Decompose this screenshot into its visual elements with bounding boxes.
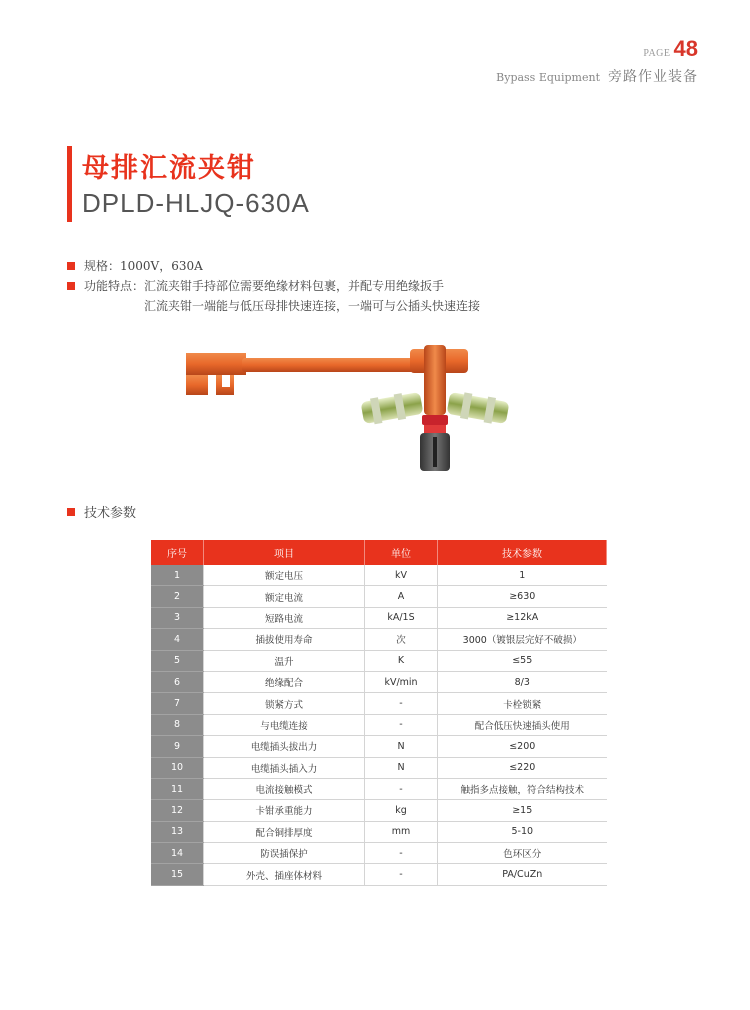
bullet-icon	[67, 508, 75, 516]
right-plug	[447, 392, 510, 424]
row-item: 与电缆连接	[204, 714, 365, 735]
row-index: 2	[151, 586, 204, 607]
page-number-block	[643, 36, 698, 62]
row-unit: -	[365, 864, 438, 885]
row-item: 配合铜排厚度	[204, 821, 365, 842]
col-header-index: 序号	[151, 540, 204, 565]
table-row	[151, 736, 607, 757]
row-index: 9	[151, 736, 204, 757]
table-row	[151, 650, 607, 671]
row-value: 8/3	[438, 671, 607, 692]
row-item: 锁紧方式	[204, 693, 365, 714]
row-unit: mm	[365, 821, 438, 842]
params-heading	[67, 502, 136, 521]
row-unit: kV/min	[365, 671, 438, 692]
table-row	[151, 864, 607, 885]
row-value: 配合低压快速插头使用	[438, 714, 607, 735]
product-title: 母排汇流夹钳	[82, 153, 256, 184]
table-row	[151, 629, 607, 650]
row-item: 电缆插头拔出力	[204, 736, 365, 757]
row-unit: 次	[365, 629, 438, 650]
table-row	[151, 671, 607, 692]
row-value: PA/CuZn	[438, 864, 607, 885]
row-unit: -	[365, 714, 438, 735]
section-title-en: Bypass Equipment	[496, 71, 600, 84]
row-value: 5-10	[438, 821, 607, 842]
row-item: 电流接触模式	[204, 778, 365, 799]
row-index: 6	[151, 671, 204, 692]
row-item: 绝缘配合	[204, 671, 365, 692]
spec-item	[67, 256, 480, 276]
spec-text: 规格：1000V，630A	[84, 259, 203, 273]
table-row	[151, 778, 607, 799]
col-header-item: 项目	[204, 540, 365, 565]
row-index: 14	[151, 843, 204, 864]
row-unit: -	[365, 778, 438, 799]
row-value: 1	[438, 565, 607, 586]
product-model: DPLD-HLJQ-630A	[82, 188, 310, 218]
row-item: 防误插保护	[204, 843, 365, 864]
table-row	[151, 757, 607, 778]
row-index: 11	[151, 778, 204, 799]
busbar-clamp-image	[186, 335, 516, 475]
tech-params-table	[151, 540, 607, 886]
table-row	[151, 800, 607, 821]
row-index: 8	[151, 714, 204, 735]
row-unit: -	[365, 693, 438, 714]
clamp-jaw	[186, 353, 246, 395]
table-row	[151, 565, 607, 586]
col-header-value: 技术参数	[438, 540, 607, 565]
table-row	[151, 693, 607, 714]
bullet-icon	[67, 262, 75, 270]
section-title-cn: 旁路作业装备	[608, 69, 698, 85]
feature-text-2: 汇流夹钳一端能与低压母排快速连接，一端可与公插头快速连接	[144, 299, 481, 313]
row-index: 5	[151, 650, 204, 671]
row-value: ≥12kA	[438, 607, 607, 628]
row-unit: kA/1S	[365, 607, 438, 628]
row-index: 15	[151, 864, 204, 885]
feature-text-1: 功能特点：汇流夹钳手持部位需要绝缘材料包裹，并配专用绝缘扳手	[84, 279, 445, 293]
row-item: 插拔使用寿命	[204, 629, 365, 650]
row-value: ≤220	[438, 757, 607, 778]
section-header	[496, 66, 698, 86]
row-value: 卡栓锁紧	[438, 693, 607, 714]
row-item: 温升	[204, 650, 365, 671]
row-index: 12	[151, 800, 204, 821]
row-item: 额定电流	[204, 586, 365, 607]
row-index: 7	[151, 693, 204, 714]
spec-list	[67, 256, 480, 316]
clamp-handle	[242, 358, 432, 372]
row-value: 3000（镀银层完好不破损）	[438, 629, 607, 650]
row-value: ≥15	[438, 800, 607, 821]
row-value: ≥630	[438, 586, 607, 607]
title-accent-bar	[67, 146, 72, 222]
row-index: 4	[151, 629, 204, 650]
table-row	[151, 586, 607, 607]
params-heading-text: 技术参数	[84, 506, 137, 521]
table-row	[151, 607, 607, 628]
table-row	[151, 821, 607, 842]
row-unit: A	[365, 586, 438, 607]
row-unit: -	[365, 843, 438, 864]
bottom-plug	[420, 415, 450, 471]
bullet-icon	[67, 282, 75, 290]
row-unit: kg	[365, 800, 438, 821]
table-header-row	[151, 540, 607, 565]
row-unit: N	[365, 736, 438, 757]
left-plug	[361, 392, 424, 424]
row-item: 外壳、插座体材料	[204, 864, 365, 885]
row-index: 13	[151, 821, 204, 842]
row-unit: N	[365, 757, 438, 778]
row-item: 短路电流	[204, 607, 365, 628]
row-value: ≤200	[438, 736, 607, 757]
page-label: PAGE	[643, 48, 671, 59]
table-row	[151, 714, 607, 735]
row-item: 卡钳承重能力	[204, 800, 365, 821]
row-index: 3	[151, 607, 204, 628]
feature-item	[67, 276, 480, 296]
row-unit: kV	[365, 565, 438, 586]
row-unit: K	[365, 650, 438, 671]
row-value: ≤55	[438, 650, 607, 671]
row-item: 额定电压	[204, 565, 365, 586]
row-value: 色环区分	[438, 843, 607, 864]
page-number: 48	[673, 36, 698, 61]
row-item: 电缆插头插入力	[204, 757, 365, 778]
col-header-unit: 单位	[365, 540, 438, 565]
row-value: 触指多点接触，符合结构技术	[438, 778, 607, 799]
row-index: 1	[151, 565, 204, 586]
feature-item-continued	[67, 296, 480, 316]
table-row	[151, 843, 607, 864]
row-index: 10	[151, 757, 204, 778]
